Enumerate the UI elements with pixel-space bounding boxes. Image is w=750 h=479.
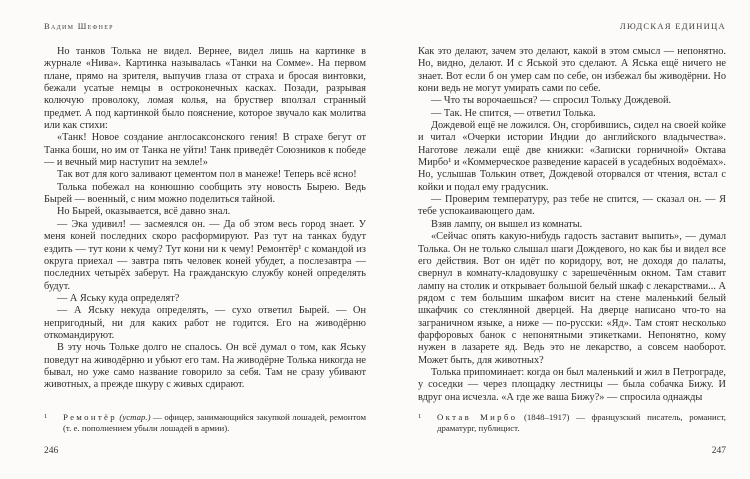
footnote-text: — французский писатель, романист, драматург, публицист. <box>437 412 726 434</box>
left-page <box>44 0 366 479</box>
footnote-marker: 1 <box>418 413 422 420</box>
footnote-term: Октав Мирбо <box>437 412 518 422</box>
right-page <box>418 0 726 479</box>
running-header-author: Вадим Шефнер <box>44 21 114 31</box>
footnote <box>44 412 366 435</box>
paragraph: «Танк! Новое создание англосаксонского гения! В страхе бегут от Танка боши, но им от Танка не уйти! Танк приведёт Союзников к победе — и вечный мир наступит на земле!» <box>44 132 366 169</box>
page-number: 246 <box>44 446 59 456</box>
paragraph: Взяв лампу, он вышел из комнаты. <box>431 218 583 230</box>
paragraph: Но Бырей, оказывается, всё давно знал. <box>57 206 231 218</box>
paragraph: Толька побежал на конюшню сообщить эту новость Бырею. Ведь Бырей — военный, с ним можно поделиться тайной. <box>44 181 366 206</box>
paragraph: Толька припоминает: когда он был маленький и жил в Петрограде, у соседки — через площадку лестницы — была собачка Бижу. И вдруг она исчезла. «А где же ваша Бижу?» — спросила однажды <box>418 366 726 403</box>
paragraph: — Так. Не спится, — ответил Толька. <box>431 107 596 119</box>
paragraph: — А Яську некуда определять, — сухо ответил Бырей. — Он непригодный, ни для каких работ не годится. Его на живодёрню откомандируют. <box>44 305 366 341</box>
footnote <box>418 412 726 435</box>
paragraph: «Сейчас опять какую-нибудь гадость заставит выпить», — думал Толька. Он не только слышал шаги Дождевого, но как бы и видел все его действия. Вот он идёт по коридору, вот, не доходя до палаты, свернул в комнату-кладовушку с зарешечённым окном. Там ставит лампу на столик и открывает большой белый шкаф с лекарствами... А рядом с тем большим шкафом висит на стене маленький белый шкафчик со стеклянной дверцей. На дверце написано что-то на заграничном языке, а ниже — по-русски: «Яд». Там стоят несколько фарфоровых банок с непонятными этикетками. Непонятно, кому нужен в лазарете яд. Ведь это не лекарство, а совсем наоборот. Может быть, для животных? <box>418 231 726 366</box>
footnote-body <box>63 412 366 435</box>
paragraph: — А Яську куда определят? <box>57 292 180 304</box>
footnote-marker: 1 <box>44 413 48 420</box>
paragraph: В эту ночь Тольке долго не спалось. Он всё думал о том, как Яську поведут на живодёрню и убьют его там. На живодёрне Толька никогда не бывал, но уже само название говорило за себя. Там не сразу убивают животных, а прежде шкуру с живых сдирают. <box>44 342 366 391</box>
paragraph: Как это делают, зачем это делают, какой в этом смысл — непонятно. Но, видно, делают. И с Яськой это сделают. А Яська ещё ничего не знает. Вот если б он умер сам по себе, он избежал бы живодёрни. Но кони ведь не могут умирать сами по себе. <box>418 46 726 95</box>
left-body-text <box>44 46 366 408</box>
page-number: 247 <box>711 446 726 456</box>
running-header-title: ЛЮДСКАЯ ЕДИНИЦА <box>619 21 726 31</box>
right-body-text <box>418 46 726 408</box>
paragraph: — Что ты ворочаешься? — спросил Тольку Дождевой. <box>431 95 672 107</box>
footnote-term: Ремонтёр <box>63 412 117 422</box>
paragraph: — Эка удивил! — засмеялся он. — Да об этом весь город знает. У меня коней последних скоро расформируют. Раз тут на танках будут ездить — тут кони к чему? Тут кони ни к чему! Ремонтёр¹ с командой из округа приехал — завтра пять человек коней убудет, а послезавтра — последних четырёх заберут. На гражданскую службу коней определять будут. <box>44 218 366 292</box>
footnote-body <box>437 412 726 435</box>
paragraph: Так вот для кого заливают цементом пол в манеже! Теперь всё ясно! <box>57 169 357 181</box>
paragraph: Дождевой ещё не ложился. Он, сгорбившись, сидел на своей койке и читал «Очерки истории Индии до английского владычества». Наготове лежали ещё две книжки: «Записки горничной» Октава Мирбо¹ и «Коммерческое разведение карасей в усадебных водоёмах». Но, услышав Толькин ответ, Дождевой оторвался от чтения, встал с койки и подал ему градусник. <box>418 120 726 193</box>
footnote-text: — офицер, занимающийся закупкой лошадей, ремонтом (т. е. пополнением убыли лошадей в армии). <box>63 412 367 434</box>
paragraph: Но танков Толька не видел. Вернее, видел лишь на картинке в журнале «Нива». Картинка называлась «Танки на Сомме». На первом плане, прямо на зрителя, выпучив глаза от страха и бросая винтовки, бежали усатые немцы в остроконечных касках. Позади, разрывая колючую проволоку, ломая колья, на бруствер вползал странный предмет. А под картинкой было пояснение, которое звучало как молитва или как стихи: <box>44 46 366 132</box>
footnote-qualifier: (устар.) <box>119 412 151 422</box>
paragraph: — Проверим температуру, раз тебе не спится, — сказал он. — Я тебе успокаивающего дам. <box>418 194 726 218</box>
footnote-qualifier: (1848–1917) <box>523 412 570 422</box>
